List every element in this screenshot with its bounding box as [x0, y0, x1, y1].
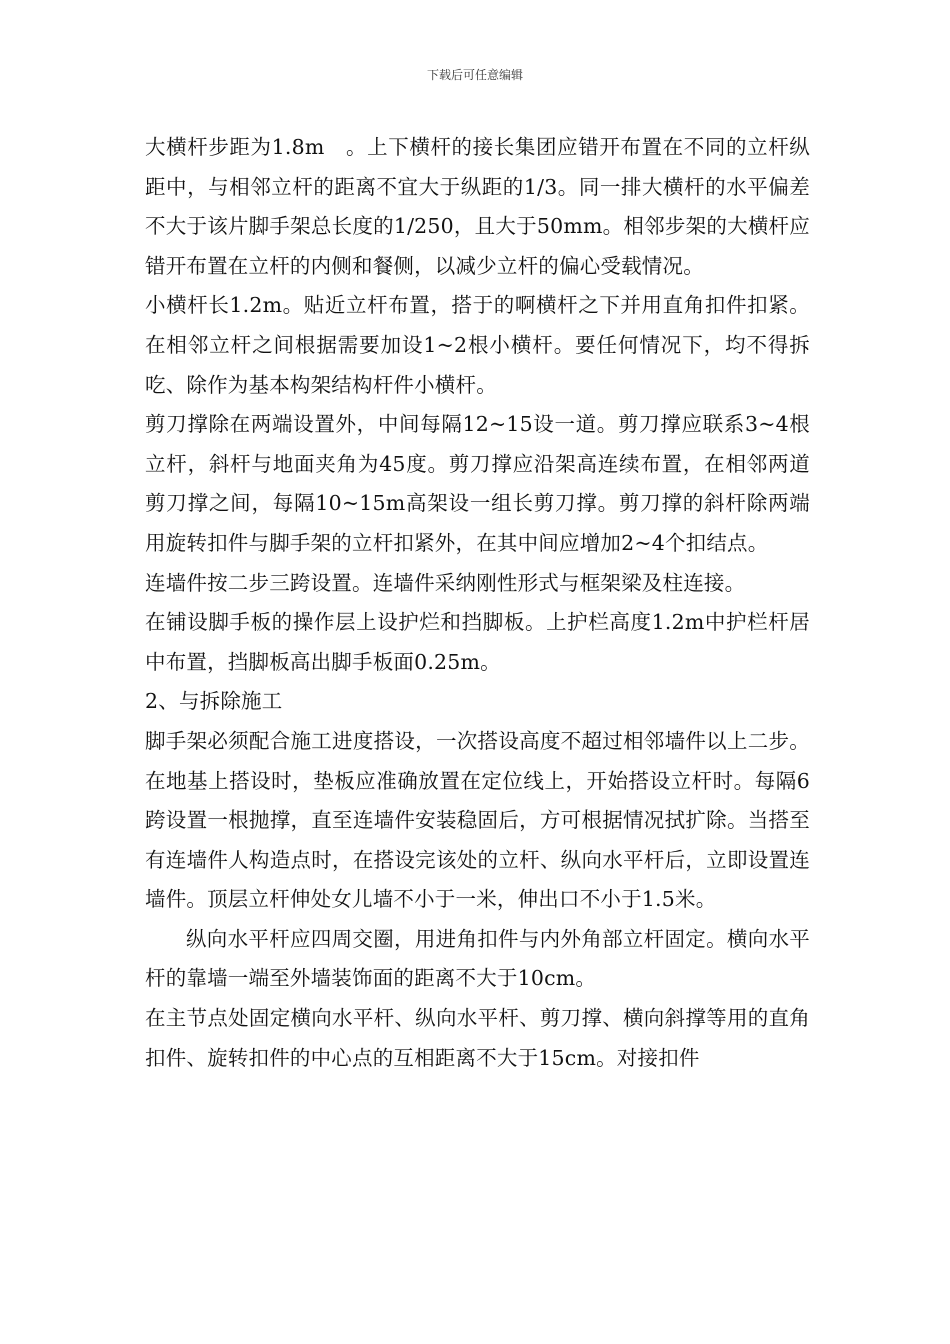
paragraph-main-node: 在主节点处固定横向水平杆、纵向水平杆、剪刀撑、横向斜撑等用的直角扣件、旋转扣件的中心点的互相距离不大于15cm。对接扣件 — [145, 1006, 810, 1070]
section-heading: 2、与拆除施工 — [145, 689, 283, 714]
paragraph-wall-tie: 连墙件按二步三跨设置。连墙件采纳刚性形式与框架梁及柱连接。 — [145, 570, 746, 595]
paragraph-guardrail: 在铺设脚手板的操作层上设护烂和挡脚板。上护栏高度1.2m中护栏杆居中布置，挡脚板高出脚手板面0.25m。 — [145, 610, 810, 674]
document-body — [145, 128, 810, 1078]
paragraph-erection: 脚手架必须配合施工进度搭设，一次搭设高度不超过相邻墙件以上二步。在地基上搭设时，垫板应准确放置在定位线上，开始搭设立杆时。每隔6跨设置一根抛撑，直至连墙件安装稳固后，方可根据情况拭扩除。当搭至有连墙件人构造点时，在搭设完该处的立杆、纵向水平杆后，立即设置连墙件。顶层立杆伸处女儿墙不小于一米，伸出口不小于1.5米。 — [145, 728, 810, 912]
paragraph-big-crossbar: 大横杆步距为1.8m 。上下横杆的接长集团应错开布置在不同的立杆纵距中，与相邻立杆的距离不宜大于纵距的1/3。同一排大横杆的水平偏差不大于该片脚手架总长度的1/250，且大于50mm。相邻步架的大横杆应错开布置在立杆的内侧和餐侧，以减少立杆的偏心受载情况。 — [145, 135, 810, 278]
paragraph-small-crossbar: 小横杆长1.2m。贴近立杆布置，搭于的啊横杆之下并用直角扣件扣紧。在相邻立杆之间根据需要加设1~2根小横杆。要任何情况下，均不得拆吃、除作为基本构架结构杆件小横杆。 — [145, 293, 810, 397]
page-header: 下载后可任意编辑 — [426, 68, 523, 82]
paragraph-longitudinal-bar: 纵向水平杆应四周交圈，用进角扣件与内外角部立杆固定。横向水平杆的靠墙一端至外墙装饰面的距离不大于10cm。 — [145, 926, 810, 991]
paragraph-scissor-brace: 剪刀撑除在两端设置外，中间每隔12~15设一道。剪刀撑应联系3~4根立杆，斜杆与地面夹角为45度。剪刀撑应沿架高连续布置，在相邻两道剪刀撑之间，每隔10~15m高架设一组长剪刀撑。剪刀撑的斜杆除两端用旋转扣件与脚手架的立杆扣紧外，在其中间应增加2~4个扣结点。 — [145, 412, 810, 555]
